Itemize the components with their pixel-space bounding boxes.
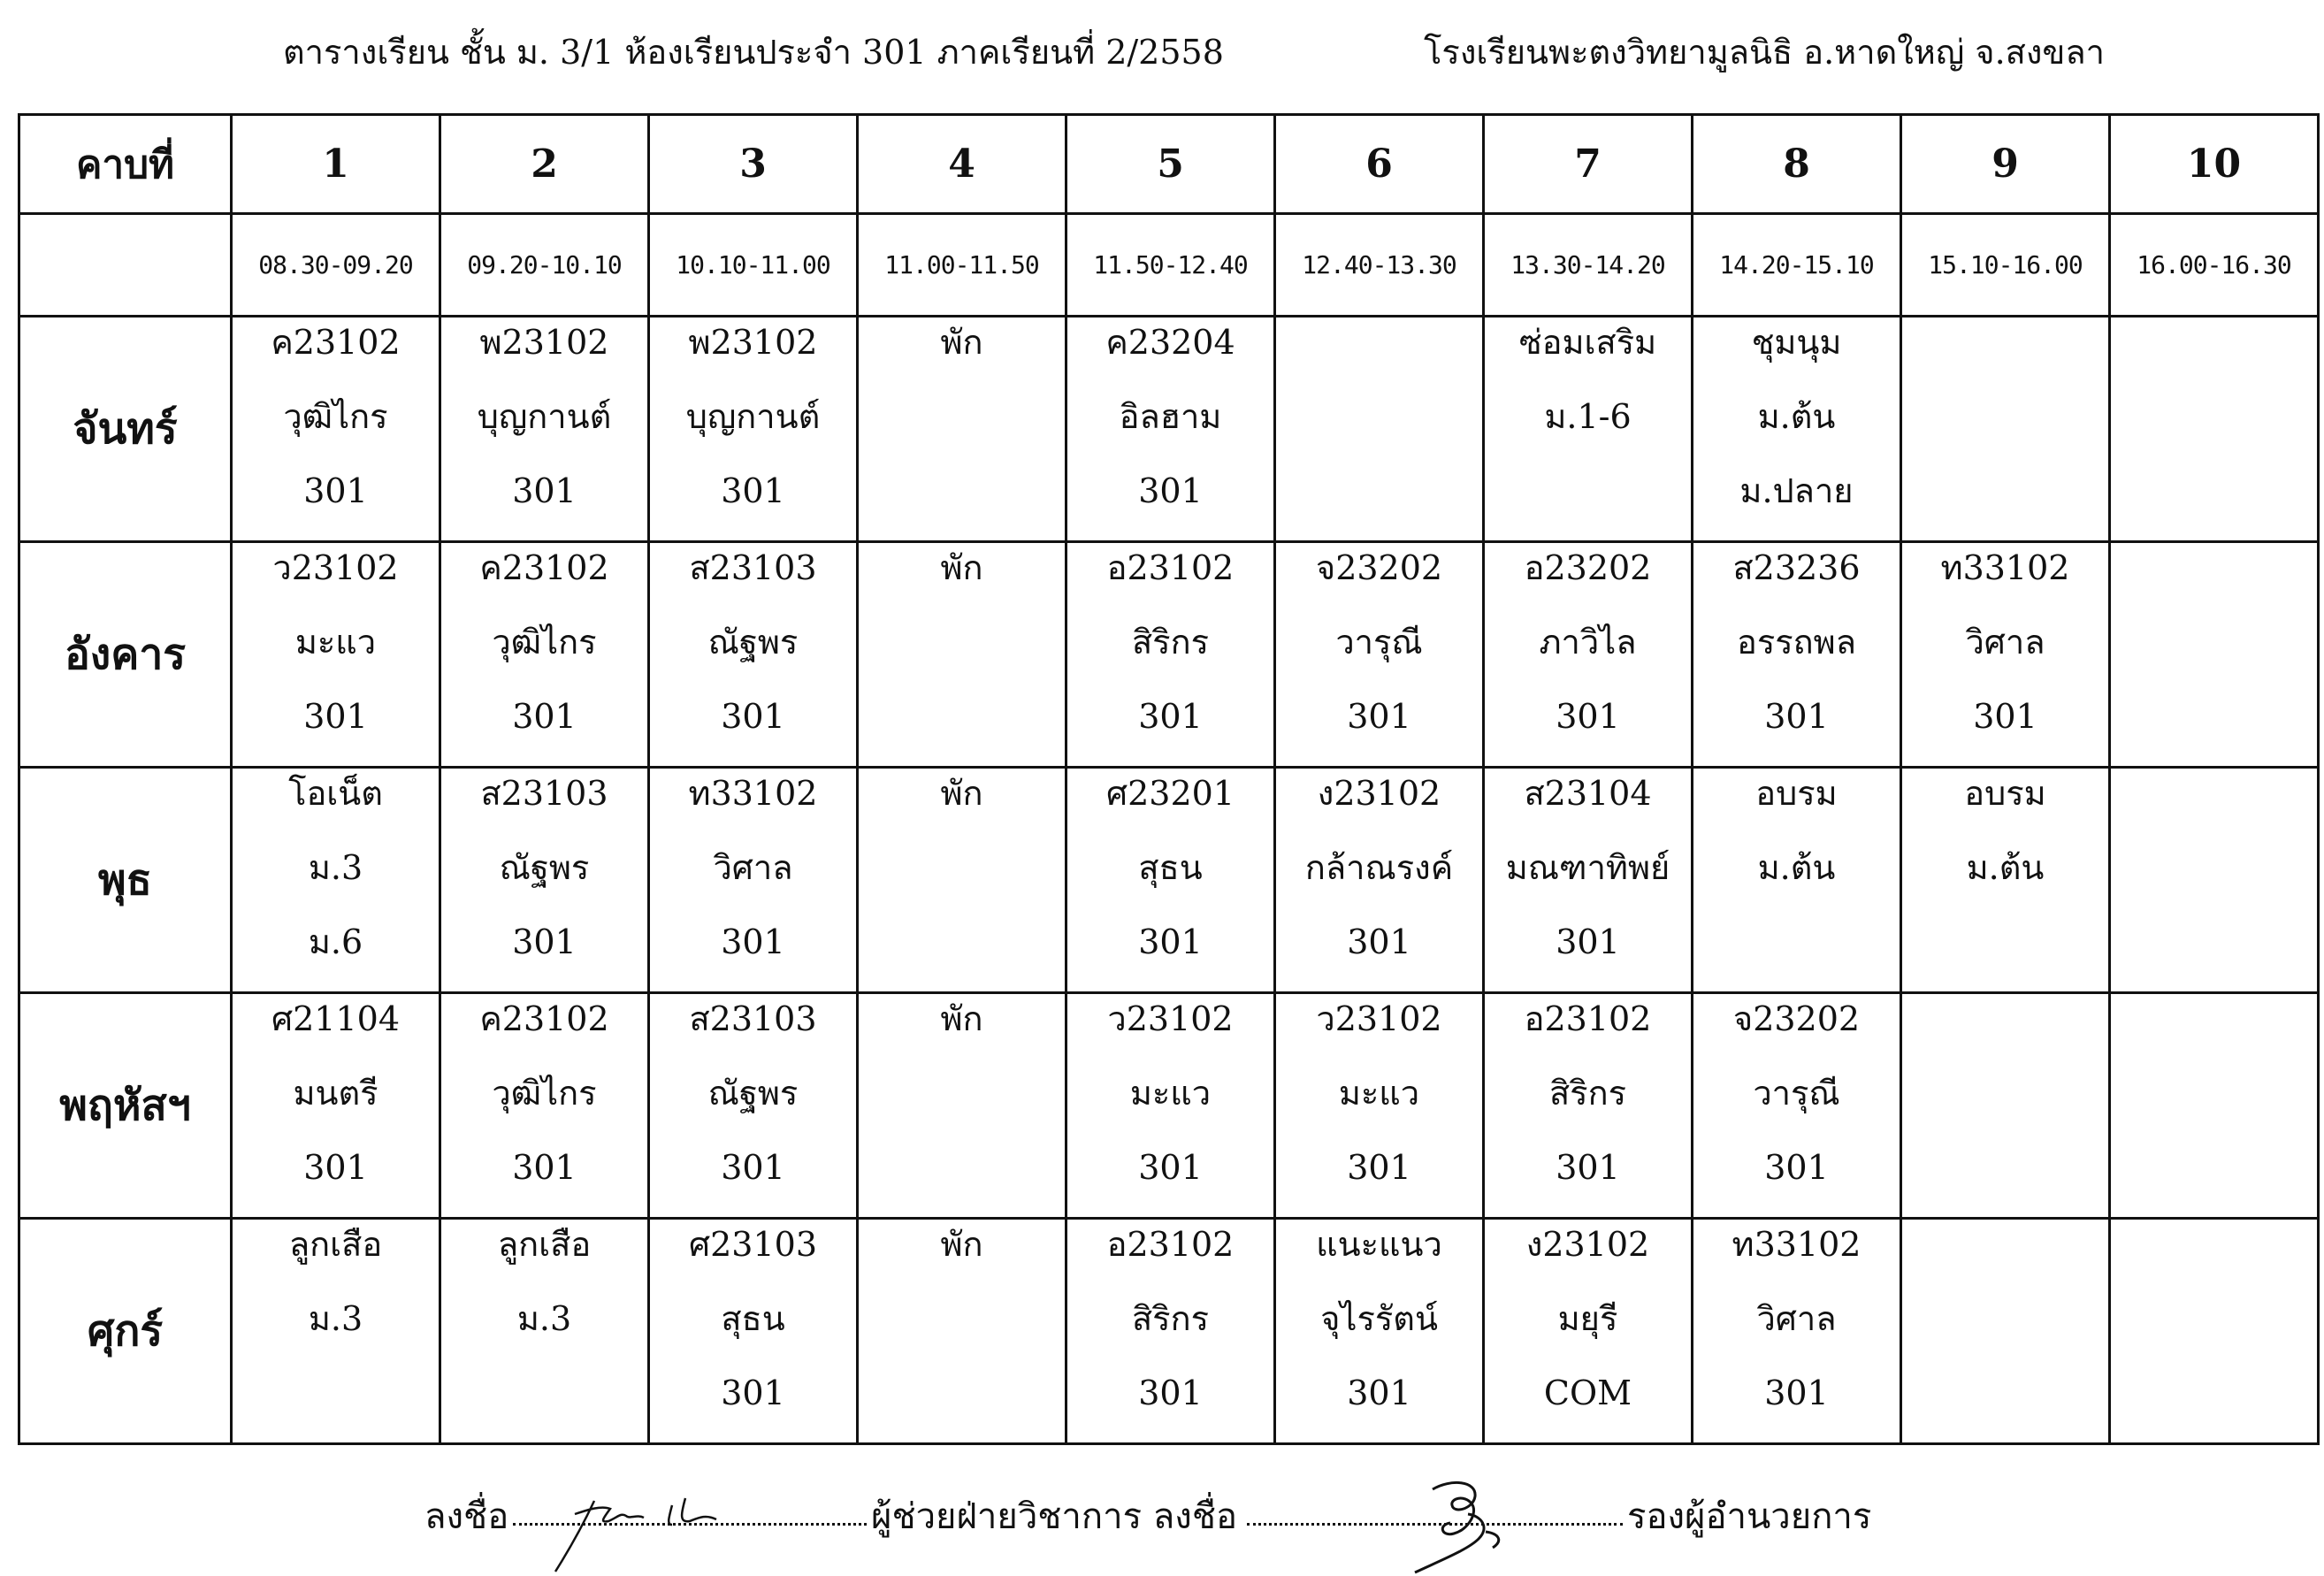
period-number: 6 [1275, 115, 1484, 214]
cell-teacher: ม.3 [308, 848, 363, 887]
cell-room [859, 1368, 1065, 1442]
schedule-cell [232, 993, 440, 1219]
schedule-cell [1275, 993, 1484, 1219]
schedule-cell [858, 317, 1066, 542]
cell-subject: ส23103 [689, 999, 817, 1038]
cell-subject [2111, 769, 2317, 843]
cell-room: ม.6 [308, 922, 363, 961]
cell-room: 301 [1764, 1148, 1829, 1187]
cell-room: 301 [512, 1148, 577, 1187]
cell-teacher: วุฒิไกร [492, 623, 597, 662]
assistant-academic-role: ผู้ช่วยฝ่ายวิชาการ ลงชื่อ [871, 1496, 1237, 1537]
school-name: โรงเรียนพะตงวิทยามูลนิธิ อ.หาดใหญ่ จ.สงขลา [1424, 33, 2106, 72]
cell-subject: จ23202 [1732, 999, 1861, 1038]
cell-teacher: วุฒิไกร [283, 397, 388, 436]
schedule-cell [2110, 768, 2319, 993]
cell-room: COM [1543, 1373, 1632, 1412]
schedule-cell [649, 768, 858, 993]
cell-subject: ค23102 [479, 548, 609, 587]
period-number: 4 [858, 115, 1066, 214]
cell-subject: พัก [940, 1225, 983, 1264]
cell-teacher: มะแว [1338, 1074, 1420, 1113]
cell-room: 301 [303, 471, 368, 510]
cell-room [1276, 466, 1482, 540]
cell-subject: อบรม [1755, 774, 1838, 813]
cell-room: 301 [1556, 922, 1620, 961]
cell-teacher [2111, 1068, 2317, 1143]
cell-room [1902, 1368, 2108, 1442]
cell-subject: โอเน็ต [288, 774, 383, 813]
cell-subject: ลูกเสือ [288, 1225, 383, 1264]
cell-subject [1902, 1220, 2108, 1294]
cell-room: 301 [1764, 697, 1829, 736]
cell-subject [2111, 317, 2317, 392]
period-time: 15.10-16.00 [1901, 214, 2110, 317]
cell-teacher [2111, 843, 2317, 917]
day-row [19, 317, 2319, 542]
day-row [19, 768, 2319, 993]
cell-teacher: ณัฐพร [707, 623, 799, 662]
cell-room [859, 917, 1065, 991]
schedule-cell [1901, 1219, 2110, 1444]
cell-subject: ซ่อมเสริม [1518, 323, 1657, 362]
period-time: 12.40-13.30 [1275, 214, 1484, 317]
cell-room: 301 [512, 697, 577, 736]
schedule-cell [1066, 768, 1275, 993]
cell-room: 301 [1347, 922, 1411, 961]
cell-room [1485, 466, 1691, 540]
cell-teacher [2111, 392, 2317, 466]
cell-subject: พัก [940, 323, 983, 362]
period-time: 13.30-14.20 [1484, 214, 1693, 317]
cell-subject: ส23103 [480, 774, 608, 813]
cell-room: 301 [721, 1148, 785, 1187]
cell-subject: อ23102 [1106, 1225, 1235, 1264]
schedule-cell [1066, 317, 1275, 542]
cell-subject [1902, 994, 2108, 1068]
period-time: 11.50-12.40 [1066, 214, 1275, 317]
period-time: 14.20-15.10 [1693, 214, 1901, 317]
cell-teacher: ม.ต้น [1757, 397, 1836, 436]
cell-room: 301 [721, 697, 785, 736]
cell-teacher: วุฒิไกร [492, 1074, 597, 1113]
schedule-cell [1693, 993, 1901, 1219]
period-number: 3 [649, 115, 858, 214]
cell-subject: ง23102 [1317, 774, 1441, 813]
cell-room [859, 1143, 1065, 1217]
cell-room [441, 1368, 647, 1442]
cell-room: 301 [303, 1148, 368, 1187]
cell-subject: ท33102 [1940, 548, 2070, 587]
schedule-cell [1275, 317, 1484, 542]
cell-room: 301 [1347, 697, 1411, 736]
cell-subject [2111, 1220, 2317, 1294]
cell-subject: ง23102 [1525, 1225, 1650, 1264]
cell-teacher: สุธน [721, 1299, 785, 1338]
cell-room: ม.ปลาย [1739, 471, 1854, 510]
cell-room: 301 [1556, 1148, 1620, 1187]
schedule-cell [1484, 317, 1693, 542]
cell-teacher [1902, 1294, 2108, 1368]
day-row [19, 1219, 2319, 1444]
period-time: 08.30-09.20 [232, 214, 440, 317]
cell-subject: ค23102 [271, 323, 401, 362]
cell-teacher: บุญกานต์ [685, 397, 821, 436]
schedule-cell [1484, 768, 1693, 993]
cell-subject [2111, 543, 2317, 617]
period-number: 5 [1066, 115, 1275, 214]
cell-subject: ท33102 [688, 774, 818, 813]
cell-subject: พัก [940, 999, 983, 1038]
cell-room: 301 [1138, 922, 1203, 961]
cell-room [1902, 466, 2108, 540]
schedule-cell [1901, 542, 2110, 768]
cell-teacher: สิริกร [1131, 623, 1210, 662]
schedule-cell [1693, 768, 1901, 993]
schedule-cell [1901, 317, 2110, 542]
cell-room [2111, 466, 2317, 540]
schedule-cell [1484, 993, 1693, 1219]
schedule-cell [232, 1219, 440, 1444]
cell-room: 301 [721, 471, 785, 510]
cell-subject: ท33102 [1732, 1225, 1861, 1264]
period-number: 9 [1901, 115, 2110, 214]
schedule-cell [649, 542, 858, 768]
cell-teacher: วิศาล [1965, 623, 2045, 662]
cell-subject: จ23202 [1315, 548, 1443, 587]
cell-subject: ว23102 [1316, 999, 1442, 1038]
day-name: ศุกร์ [19, 1219, 232, 1444]
schedule-cell [1066, 542, 1275, 768]
cell-subject [1902, 317, 2108, 392]
cell-teacher: อิลฮาม [1119, 397, 1222, 436]
cell-teacher: ณัฐพร [707, 1074, 799, 1113]
day-row [19, 993, 2319, 1219]
cell-teacher [859, 843, 1065, 917]
cell-teacher: วิศาล [713, 848, 793, 887]
cell-subject: ว23102 [272, 548, 399, 587]
cell-subject: อบรม [1964, 774, 2046, 813]
cell-subject: ศ21104 [271, 999, 400, 1038]
schedule-cell [2110, 993, 2319, 1219]
day-name: จันทร์ [19, 317, 232, 542]
period-number: 7 [1484, 115, 1693, 214]
cell-room [2111, 1368, 2317, 1442]
cell-room: 301 [1138, 1148, 1203, 1187]
cell-teacher: ม.ต้น [1757, 848, 1836, 887]
cell-subject: อ23102 [1106, 548, 1235, 587]
schedule-cell [649, 993, 858, 1219]
cell-teacher: อรรถพล [1737, 623, 1856, 662]
schedule-cell [440, 768, 649, 993]
cell-teacher: มยุรี [1557, 1299, 1618, 1338]
cell-subject: ค23102 [479, 999, 609, 1038]
day-name: พุธ [19, 768, 232, 993]
cell-teacher [859, 1294, 1065, 1368]
cell-room [233, 1368, 439, 1442]
period-time: 16.00-16.30 [2110, 214, 2319, 317]
cell-subject: ส23103 [689, 548, 817, 587]
cell-room: 301 [303, 697, 368, 736]
cell-room: 301 [1973, 697, 2037, 736]
cell-room: 301 [1138, 471, 1203, 510]
cell-subject: แนะแนว [1316, 1225, 1442, 1264]
cell-teacher [859, 1068, 1065, 1143]
period-number: 10 [2110, 115, 2319, 214]
cell-teacher: สิริกร [1131, 1299, 1210, 1338]
empty-corner-cell [19, 214, 232, 317]
cell-subject: ส23236 [1732, 548, 1861, 587]
cell-room: 301 [721, 922, 785, 961]
cell-room: 301 [1556, 697, 1620, 736]
schedule-cell [858, 542, 1066, 768]
cell-room: 301 [512, 922, 577, 961]
cell-teacher [1902, 1068, 2108, 1143]
cell-room: 301 [1764, 1373, 1829, 1412]
cell-room [2111, 1143, 2317, 1217]
cell-room [859, 692, 1065, 766]
day-name: อังคาร [19, 542, 232, 768]
schedule-cell [1275, 542, 1484, 768]
cell-teacher: วารุณี [1753, 1074, 1840, 1113]
cell-teacher [2111, 617, 2317, 692]
signature-2 [1380, 1479, 1556, 1576]
cell-subject: ลูกเสือ [497, 1225, 592, 1264]
period-number: 2 [440, 115, 649, 214]
cell-room [1693, 917, 1900, 991]
cell-teacher: ม.1-6 [1544, 397, 1632, 436]
cell-subject: พ23102 [479, 323, 609, 362]
cell-subject [2111, 994, 2317, 1068]
schedule-cell [858, 1219, 1066, 1444]
cell-subject: ส23104 [1524, 774, 1652, 813]
cell-teacher: บุญกานต์ [477, 397, 612, 436]
cell-teacher: ม.3 [308, 1299, 363, 1338]
cell-teacher: ภาวิไล [1539, 623, 1637, 662]
schedule-title: ตารางเรียน ชั้น ม. 3/1 ห้องเรียนประจำ 301 ภาคเรียนที่ 2/2558 [283, 33, 1224, 72]
day-name: พฤหัสฯ [19, 993, 232, 1219]
cell-room: 301 [1347, 1148, 1411, 1187]
period-header-label: คาบที่ [19, 115, 232, 214]
cell-room: 301 [1138, 697, 1203, 736]
cell-room [1902, 917, 2108, 991]
cell-teacher: กล้าณรงค์ [1304, 848, 1454, 887]
cell-teacher [1902, 392, 2108, 466]
cell-subject: ชุมนุม [1751, 323, 1842, 362]
cell-teacher: มนตรี [293, 1074, 378, 1113]
schedule-cell [1066, 1219, 1275, 1444]
day-row [19, 542, 2319, 768]
cell-teacher: จุไรรัตน์ [1320, 1299, 1438, 1338]
time-row [19, 214, 2319, 317]
schedule-cell [2110, 317, 2319, 542]
cell-room [1902, 1143, 2108, 1217]
schedule-cell [1693, 542, 1901, 768]
cell-teacher: วารุณี [1335, 623, 1423, 662]
cell-teacher: มณฑาทิพย์ [1505, 848, 1670, 887]
cell-teacher: มะแว [294, 623, 377, 662]
schedule-cell [440, 993, 649, 1219]
schedule-cell [649, 1219, 858, 1444]
cell-room: 301 [1347, 1373, 1411, 1412]
schedule-cell [1066, 993, 1275, 1219]
period-time: 09.20-10.10 [440, 214, 649, 317]
period-time: 10.10-11.00 [649, 214, 858, 317]
cell-teacher [2111, 1294, 2317, 1368]
schedule-cell [2110, 1219, 2319, 1444]
cell-subject: ศ23103 [688, 1225, 817, 1264]
cell-subject: พัก [940, 548, 983, 587]
signature-footer [0, 1479, 2324, 1576]
schedule-cell [1693, 1219, 1901, 1444]
cell-subject: พัก [940, 774, 983, 813]
cell-room [2111, 692, 2317, 766]
schedule-cell [232, 317, 440, 542]
schedule-cell [858, 768, 1066, 993]
cell-teacher: มะแว [1129, 1074, 1212, 1113]
cell-teacher: ณัฐพร [499, 848, 590, 887]
timetable [18, 113, 2320, 1445]
schedule-cell [1901, 768, 2110, 993]
cell-teacher [859, 617, 1065, 692]
cell-subject [1276, 317, 1482, 392]
schedule-cell [1901, 993, 2110, 1219]
cell-subject: อ23102 [1524, 999, 1652, 1038]
cell-teacher: สุธน [1138, 848, 1203, 887]
schedule-cell [440, 1219, 649, 1444]
cell-teacher: วิศาล [1756, 1299, 1837, 1338]
signature-1 [539, 1479, 769, 1576]
cell-room: 301 [1138, 1373, 1203, 1412]
period-time: 11.00-11.50 [858, 214, 1066, 317]
schedule-cell [1484, 1219, 1693, 1444]
schedule-cell [440, 317, 649, 542]
period-number: 1 [232, 115, 440, 214]
cell-room [859, 466, 1065, 540]
cell-teacher [859, 392, 1065, 466]
schedule-cell [2110, 542, 2319, 768]
cell-teacher [1276, 392, 1482, 466]
cell-subject: ค23204 [1105, 323, 1235, 362]
cell-room: 301 [512, 471, 577, 510]
schedule-cell [1693, 317, 1901, 542]
sign-label: ลงชื่อ [424, 1496, 509, 1537]
cell-subject: ว23102 [1107, 999, 1234, 1038]
schedule-cell [232, 768, 440, 993]
schedule-cell [1275, 768, 1484, 993]
cell-room: 301 [721, 1373, 785, 1412]
cell-teacher: สิริกร [1548, 1074, 1627, 1113]
schedule-cell [858, 993, 1066, 1219]
cell-subject: พ23102 [688, 323, 818, 362]
cell-room [2111, 917, 2317, 991]
deputy-director-role: รองผู้อำนวยการ [1627, 1496, 1872, 1537]
period-number: 8 [1693, 115, 1901, 214]
schedule-cell [440, 542, 649, 768]
schedule-cell [1484, 542, 1693, 768]
cell-subject: อ23202 [1524, 548, 1652, 587]
schedule-cell [1275, 1219, 1484, 1444]
cell-subject: ศ23201 [1105, 774, 1235, 813]
schedule-cell [649, 317, 858, 542]
schedule-cell [232, 542, 440, 768]
cell-teacher: ม.3 [516, 1299, 572, 1338]
period-header-row [19, 115, 2319, 214]
cell-teacher: ม.ต้น [1966, 848, 2045, 887]
